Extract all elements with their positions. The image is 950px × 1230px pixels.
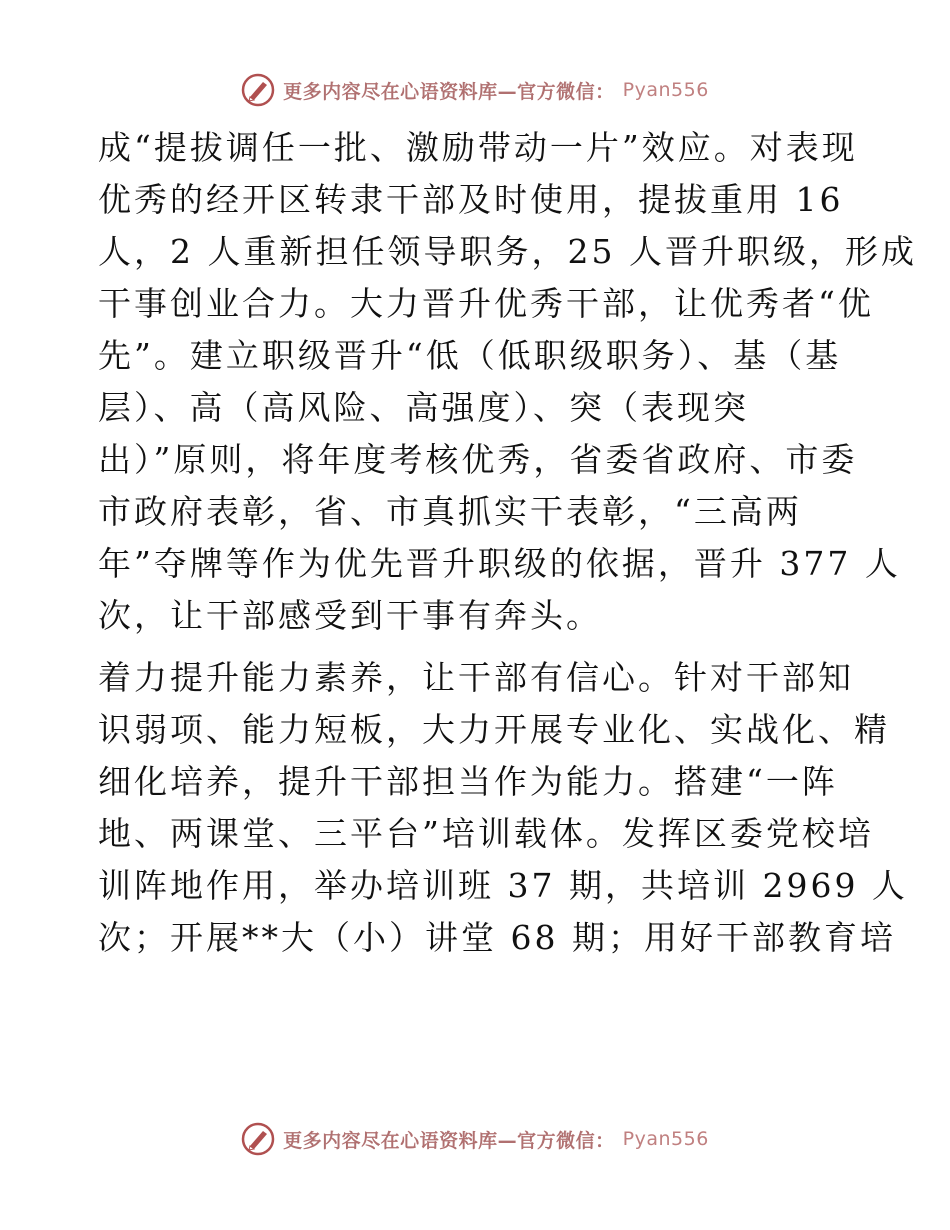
text-line: 出）”原则，将年度考核优秀，省委省政府、市委 — [98, 440, 858, 479]
text-line: 市政府表彰，省、市真抓实干表彰，“三高两 — [98, 492, 802, 531]
pen-logo-icon — [241, 73, 275, 107]
text-line: 地、两课堂、三平台”培训载体。发挥区委党校培 — [98, 814, 874, 853]
text-line: 年”夺牌等作为优先晋升职级的依据，晋升 377 人 — [98, 544, 901, 583]
watermark-account: Pyan556 — [622, 1128, 709, 1150]
text-line: 优秀的经开区转隶干部及时使用，提拔重用 16 — [98, 180, 844, 219]
watermark-account: Pyan556 — [622, 79, 709, 101]
text-line: 次；开展**大（小）讲堂 68 期；用好干部教育培 — [98, 918, 896, 957]
text-line: 成“提拔调任一批、激励带动一片”效应。对表现 — [98, 128, 858, 167]
footer-watermark — [0, 1119, 950, 1159]
watermark-text: 更多内容尽在心语资料库—官方微信： — [283, 1129, 615, 1152]
text-line: 层）、高（高风险、高强度）、突（表现突 — [98, 388, 749, 427]
watermark-text: 更多内容尽在心语资料库—官方微信： — [283, 80, 615, 103]
text-line: 人，2 人重新担任领导职务，25 人晋升职级，形成 — [98, 232, 917, 271]
text-line: 训阵地作用，举办培训班 37 期，共培训 2969 人 — [98, 866, 908, 905]
pen-logo-icon — [241, 1122, 275, 1156]
text-line: 次，让干部感受到干事有奔头。 — [98, 596, 602, 635]
text-line: 识弱项、能力短板，大力开展专业化、实战化、精 — [98, 710, 890, 749]
text-line: 着力提升能力素养，让干部有信心。针对干部知 — [98, 658, 854, 697]
paragraph-2 — [98, 652, 908, 964]
text-line: 干事创业合力。大力晋升优秀干部，让优秀者“优 — [98, 284, 874, 323]
text-line: 细化培养，提升干部担当作为能力。搭建“一阵 — [98, 762, 838, 801]
document-body — [98, 122, 917, 964]
header-watermark — [0, 70, 950, 110]
text-line: 先”。建立职级晋升“低（低职级职务）、基（基 — [98, 336, 842, 375]
paragraph-1 — [98, 122, 917, 642]
